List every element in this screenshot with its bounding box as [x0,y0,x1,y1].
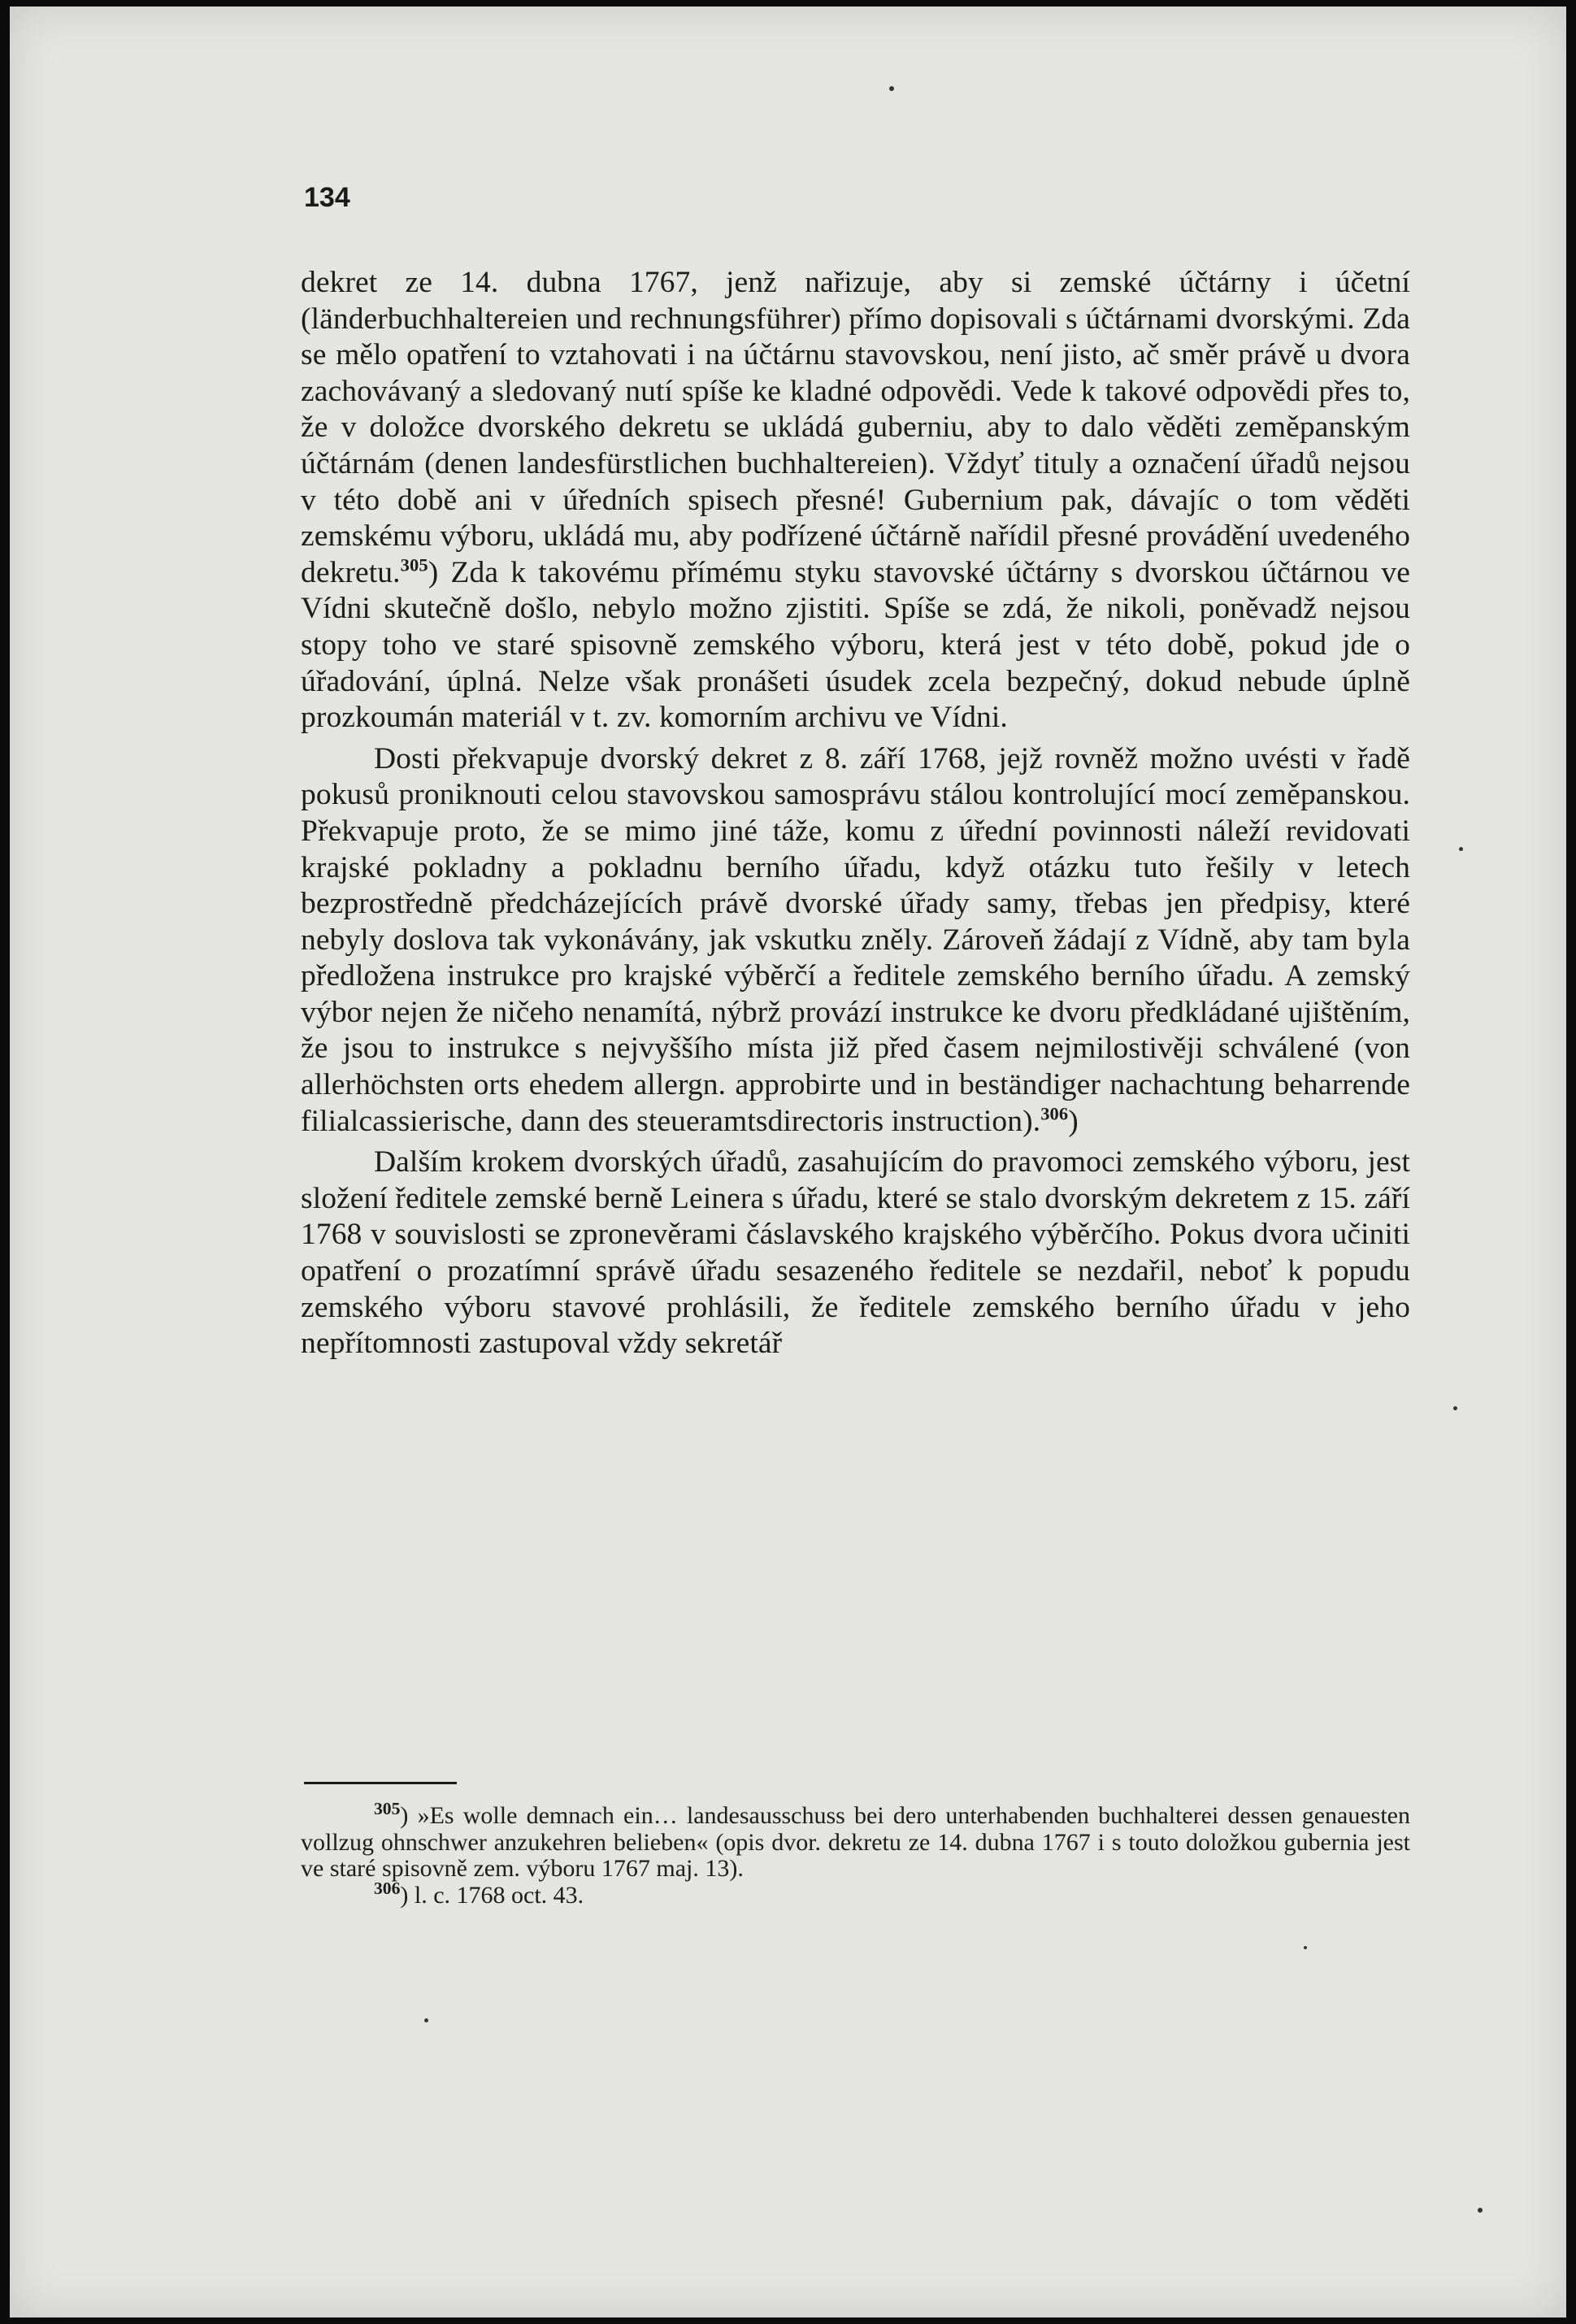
paragraph-text: Dosti překvapuje dvorský dekret z 8. září 1768, jejž rovněž možno uvésti v řadě pokusů proniknouti celou stavovskou samosprávu stálou kontrolující mocí zeměpanskou. Překvapuje proto, že se mimo jiné táže, komu z úřední povinnosti náleží revidovati krajské pokladny a pokladnu berního úřadu, když otázku tuto řešily v letech bezprostředně předcházejících právě dvorské úřady samy, třebas jen předpisy, které nebyly doslova tak vykonávány, jak vskutku zněly. Zároveň žádají z Vídně, aby tam byla předložena instrukce pro krajské výběrčí a ředitele zemského berního úřadu. A zemský výbor nejen že ničeho nenamítá, nýbrž provází instrukce ke dvoru předkládané ujištěním, že jsou to instrukce s nejvyššího místa již před časem nejmilostivěji schválené (von allerhöchsten orts ehedem allergn. approbirte und in beständiger nachachtung beharrende filialcassierische, dann des steueramtsdirectoris instruction). [301,741,1410,1138]
paragraph-text: ) [1068,1104,1079,1138]
footnote-mark: 305 [374,1799,401,1818]
body-text [301,265,1410,1362]
scan-speck [1478,2208,1483,2213]
paragraph-text: dekret ze 14. dubna 1767, jenž nařizuje, aby si zemské účtárny i účetní (länderbuchhaltereien und rechnungsführer) přímo dopisovali s účtárnami dvorskými. Zda se mělo opatření to vztahovati i na účtárnu stavovskou, není jisto, ač směr právě u dvora zachovávaný a sledovaný nutí spíše ke kladné odpovědi. Vede k takové odpovědi přes to, že v doložce dvorského dekretu se ukládá guberniu, aby to dalo věděti zeměpanským účtárnám (denen landesfürstlichen buchhaltereien). Vždyť tituly a označení úřadů nejsou v této době ani v úředních spisech přesné! Gubernium pak, dávajíc o tom věděti zemskému výboru, ukládá mu, aby podřízené účtárně nařídil přesné provádění uvedeného dekretu. [301,266,1410,589]
paragraph-2 [301,741,1410,1140]
paragraph-text: ) Zda k takovému přímému styku stavovské účtárny s dvorskou účtárnou ve Vídni skutečně došlo, nebylo možno zjistiti. Spíše se zdá, že nikoli, poněvadž nejsou stopy toho ve staré spisovně zemského výboru, která jest v této době, pokud jde o úřadování, úplná. Nelze však pronášeti úsudek zcela bezpečný, dokud nebude úplně prozkoumán materiál v t. zv. komorním archivu ve Vídni. [301,555,1410,735]
paragraph-text: Dalším krokem dvorských úřadů, zasahujícím do pravomoci zemského výboru, jest složení ředitele zemské berně Leinera s úřadu, které se stalo dvorským dekretem z 15. září 1768 v souvislosti se zpronevěrami čáslavského krajského výběrčího. Pokus dvora učiniti opatření o prozatímní správě úřadu sesazeného ředitele se nezdařil, neboť k popudu zemského výboru stavové prohlásili, že ředitele zemského berního úřadu v jeho nepřítomnosti zastupoval vždy sekretář [301,1145,1410,1361]
footnote-text: ) »Es wolle demnach ein… landesausschuss bei dero unterhabenden buchhalterei dessen genauesten vollzug ohnschwer anzukehren belieben« (opis dvor. dekretu ze 14. dubna 1767 i s touto doložkou gubernia jest ve staré spisovně zem. výboru 1767 maj. 13). [301,1802,1410,1882]
scan-speck [889,86,894,91]
footnote-divider [304,1782,457,1784]
paragraph-1 [301,265,1410,736]
footnote-306 [301,1878,1410,1909]
footnote-mark: 306 [374,1878,401,1898]
scan-speck [1453,1406,1457,1410]
scan-speck [424,2018,428,2022]
footnote-ref-306[interactable]: 306 [1040,1103,1069,1124]
book-page [10,7,1566,2317]
scan-speck [1459,847,1463,851]
paragraph-3 [301,1145,1410,1362]
footnote-305 [301,1799,1410,1883]
footnotes [301,1799,1410,1909]
footnote-ref-305[interactable]: 305 [400,554,428,576]
footnote-text: ) l. c. 1768 oct. 43. [400,1881,584,1909]
scan-speck [1304,1946,1307,1949]
page-number: 134 [304,182,350,213]
